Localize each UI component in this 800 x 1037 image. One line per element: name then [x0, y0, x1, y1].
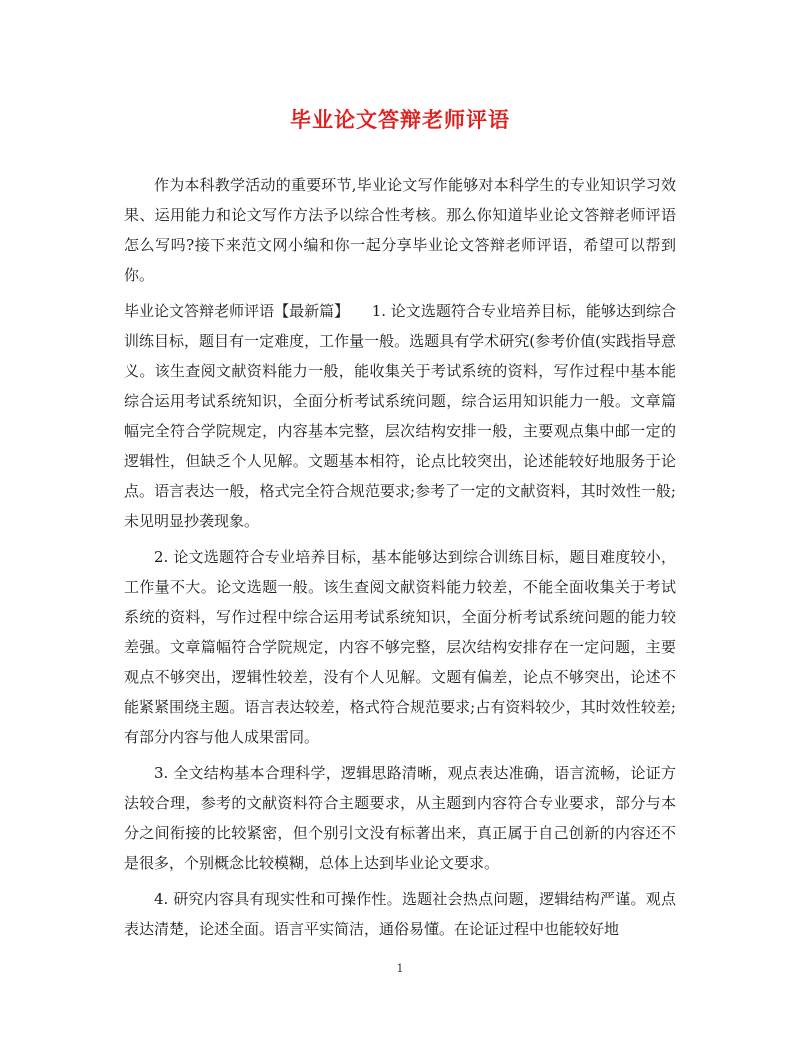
comment-paragraph-3: 3. 全文结构基本合理科学，逻辑思路清晰，观点表达准确，语言流畅，论证方法较合理，参考的文献资料符合主题要求，从主题到内容符合专业要求，部分与本分之间衔接的比较紧密，但个别引文没有标著出来，真正属于自己创新的内容还不是很多，个别概念比较模糊，总体上达到毕业论文要求。	[124, 764, 676, 872]
page-number: 1	[396, 962, 404, 975]
document-body	[124, 170, 676, 950]
comment-paragraph-4: 4. 研究内容具有现实性和可操作性。选题社会热点问题，逻辑结构严谨。观点表达清楚，论述全面。语言平实简洁，通俗易懂。在论证过程中也能较好地	[124, 890, 676, 938]
comment-paragraph-2: 2. 论文选题符合专业培养目标，基本能够达到综合训练目标，题目难度较小，工作量不大。论文选题一般。该生查阅文献资料能力较差，不能全面收集关于考试系统的资料，写作过程中综合运用考试系统知识，全面分析考试系统问题的能力较差强。文章篇幅符合学院规定，内容不够完整，层次结构安排存在一定问题，主要观点不够突出，逻辑性较差，没有个人见解。文题有偏差，论点不够突出，论述不能紧紧围绕主题。语言表达较差，格式符合规范要求;占有资料较少，其时效性较差;有部分内容与他人成果雷同。	[124, 548, 676, 746]
comment-paragraph-1: 毕业论文答辩老师评语【最新篇】 1. 论文选题符合专业培养目标，能够达到综合训练目标，题目有一定难度，工作量一般。选题具有学术研究(参考价值(实践指导意义。该生查阅文献资料能力一般，能收集关于考试系统的资料，写作过程中基本能综合运用考试系统知识，全面分析考试系统问题，综合运用知识能力一般。文章篇幅完全符合学院规定，内容基本完整，层次结构安排一般，主要观点集中邮一定的逻辑性，但缺乏个人见解。文题基本相符，论点比较突出，论述能较好地服务于论点。语言表达一般，格式完全符合规范要求;参考了一定的文献资料，其时效性一般;未见明显抄袭现象。	[124, 302, 676, 530]
intro-paragraph: 作为本科教学活动的重要环节,毕业论文写作能够对本科学生的专业知识学习效果、运用能力和论文写作方法予以综合性考核。那么你知道毕业论文答辩老师评语怎么写吗?接下来范文网小编和你一起分享毕业论文答辩老师评语，希望可以帮到你。	[124, 176, 676, 284]
document-title: 毕业论文答辩老师评语	[290, 107, 510, 132]
